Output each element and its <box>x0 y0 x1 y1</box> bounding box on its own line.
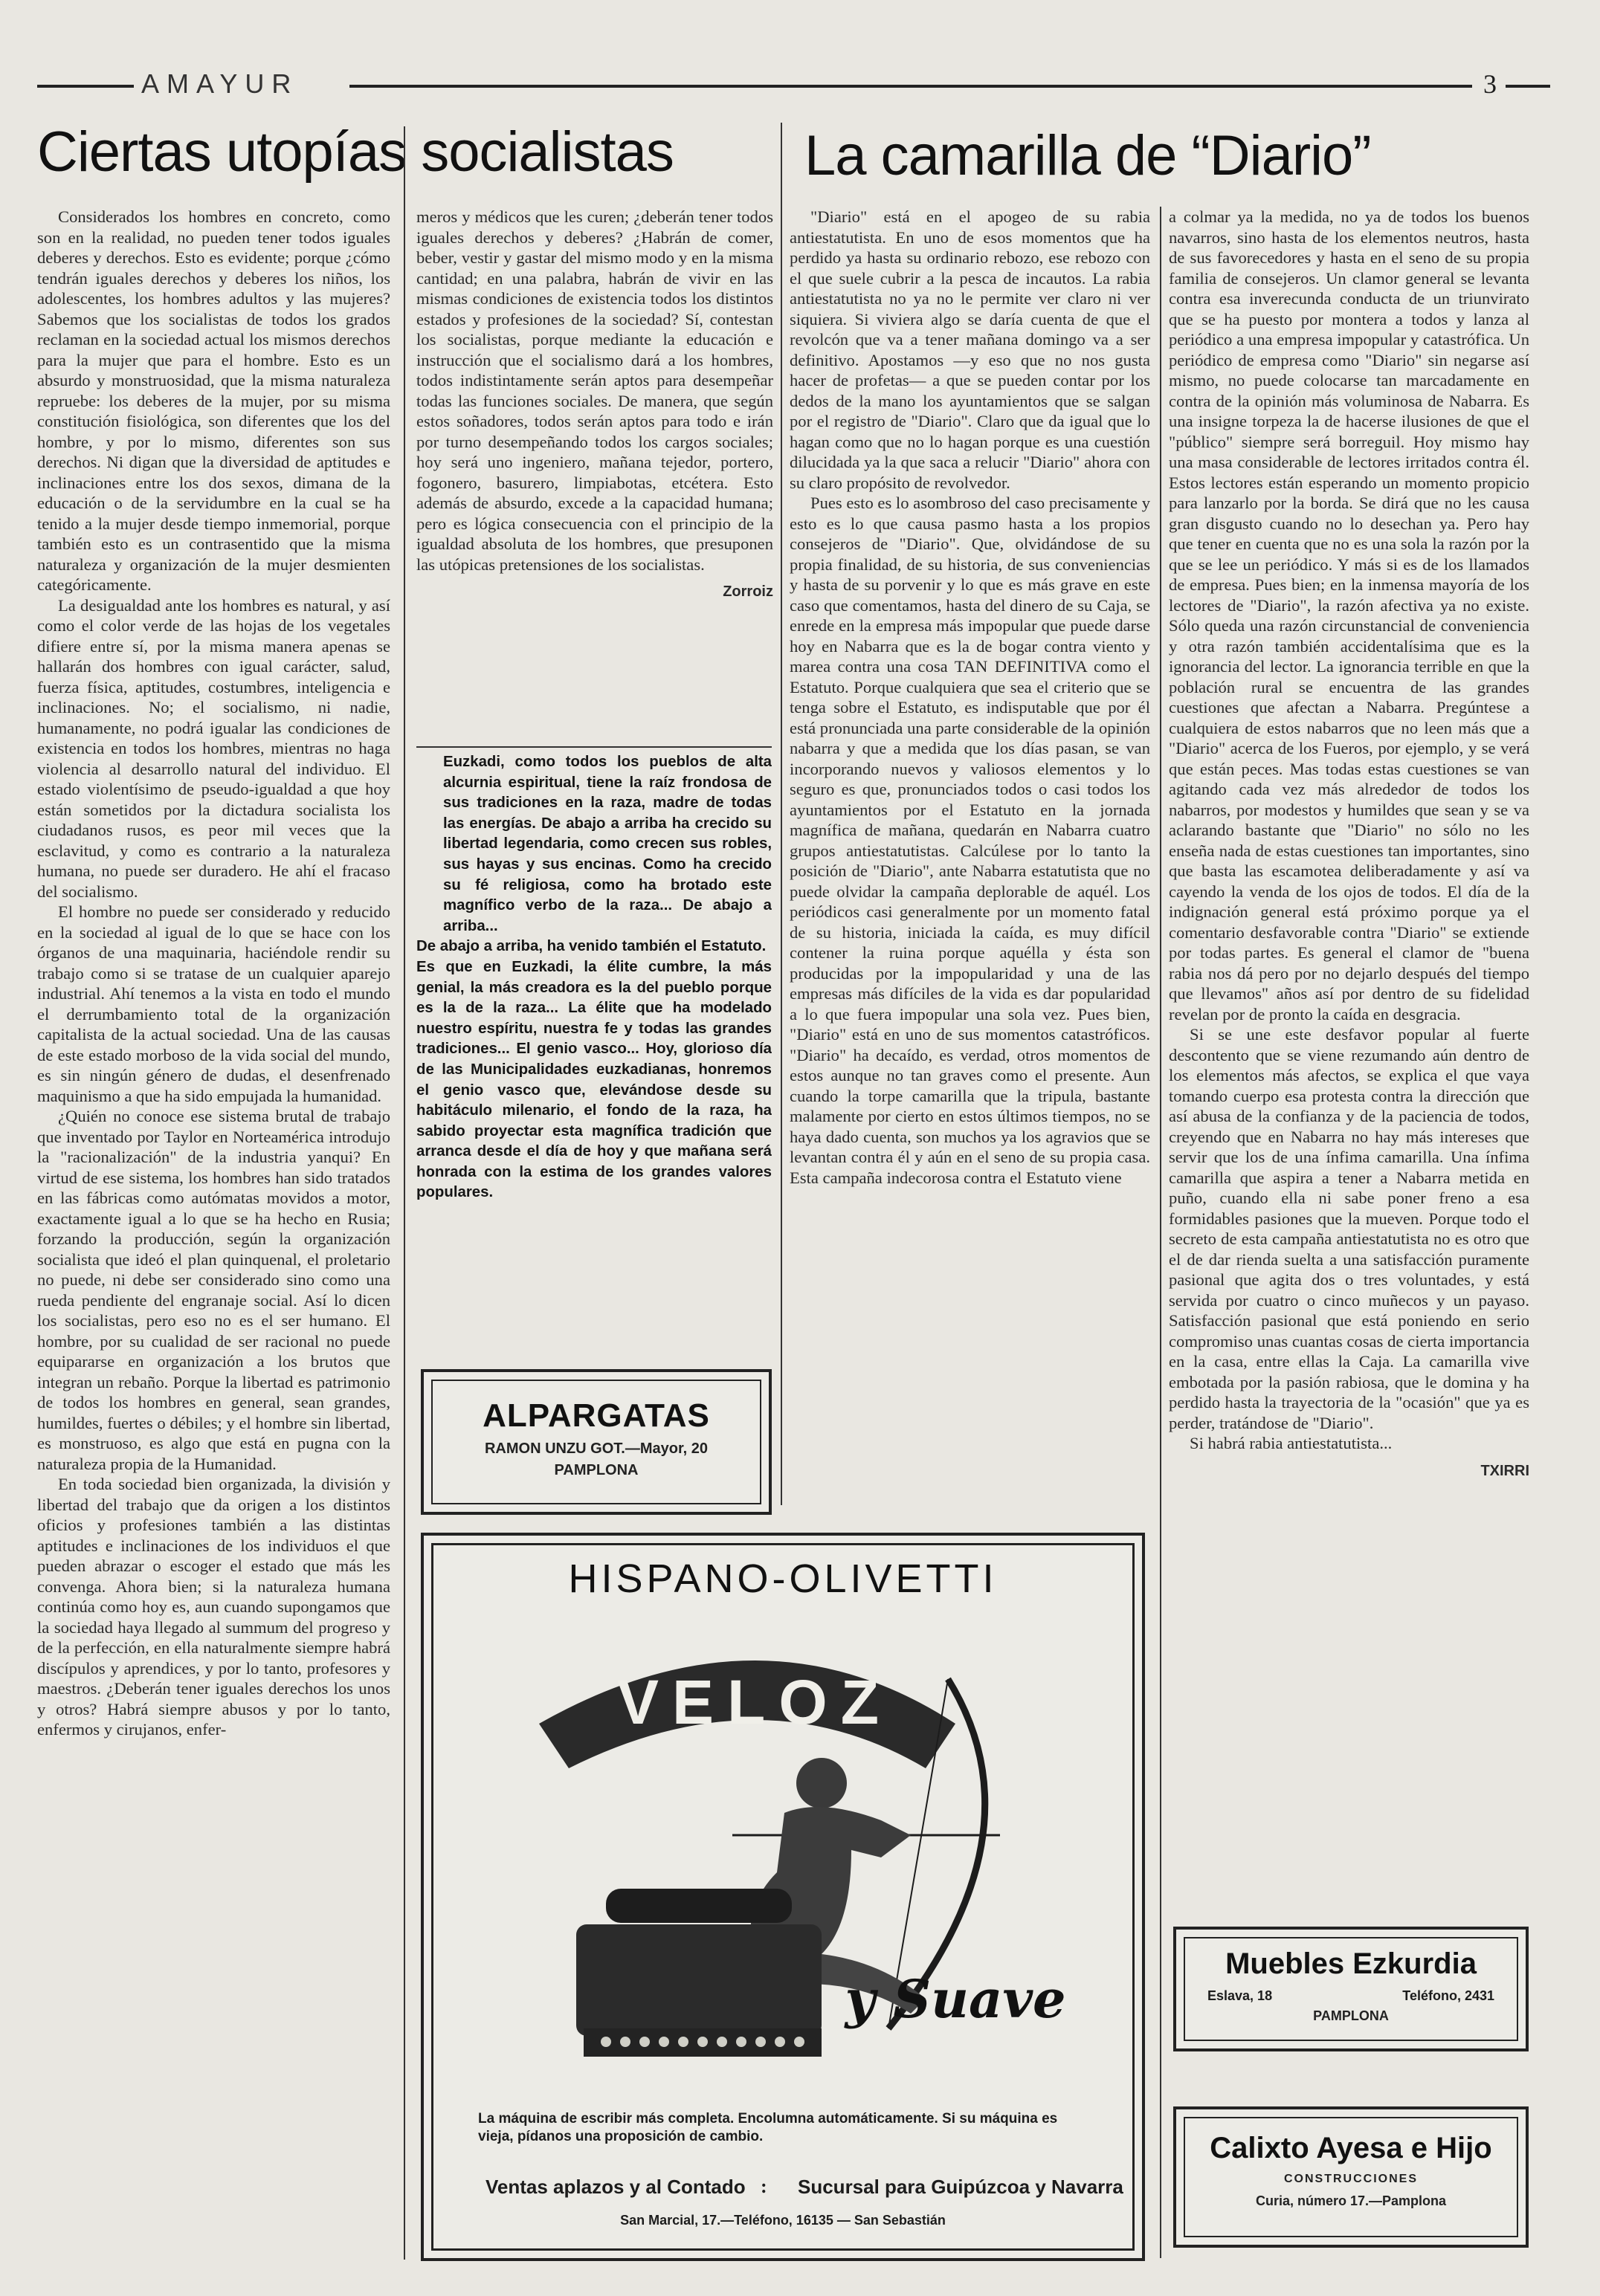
slogan-script: y Suave <box>845 1968 1066 2030</box>
masthead <box>37 68 1554 98</box>
paragraph: En toda sociedad bien organizada, la división y libertad del trabajo que da origen a los distintos oficios y profesiones también a las distintas aptitudes e inclinaciones de los individuos el que pueden abrazar o escoger el estado que más les convenga. Ahora bien; si la naturaleza humana continúa como hoy es, aun cuando supongamos que la sociedad haya llegado al summum del progreso y de la perfección, en ella naturalmente siempre habrá discípulos y aprendices, y por lo tanto, profesores y maestros. ¿Deberán tener iguales derechos los unos y otros? Habrá siempre abusos y por lo tanto, enfermos y cirujanos, enfer- <box>37 1475 390 1739</box>
ad-street: Eslava, 18 <box>1207 1988 1273 2003</box>
paragraph: Si se une este desfavor popular al fuerte descontento que se viene rezumando aún dentro de los elementos más afectos, se explica el que vaya tomando cuerpo esa protesta contra la dirección que así abusa de la confianza y de la paciencia de todos, creyendo que en Nabarra no hay más intereses que servir que los de una ínfima camarilla. Una ínfima camarilla que aspira a tener a Nabarra metida en puño, cuando ella ni sabe poner freno a esa formidables pasiones que la mueven. Porque todo el secreto de esta campaña antiestatutista no es otro que el de dar rienda suelta a una satisfacción puramente pasional que agita dos o tres voluntades, y está servida por cuatro o cinco muñecos y un payaso. Satisfacción pasional que está poniendo en serio compromiso unas cuantas cosas de cierta importancia en la casa, entre ellas la Caja. La camarilla vive embotada por la pasión rabiosa, que le domina y ha perdido hasta la trayectoria de la "ocasión" que ya es perder, tratándose de "Diario". <box>1169 1025 1529 1432</box>
paragraph: Si habrá rabia antiestatutista... <box>1190 1434 1393 1452</box>
ad-city: PAMPLONA <box>554 1462 639 1478</box>
ad-title: Calixto Ayesa e Hijo <box>1210 2132 1492 2164</box>
column-divider <box>404 126 405 2260</box>
masthead-rule <box>349 85 1472 88</box>
paragraph: La desigualdad ante los hombres es natural, y así como el color verde de las hojas de los vegetales difiere entre sí, por la misma manera apenas se hallarán dos hombres con igual carácter, salud, fuerza física, aptitudes, costumbres, inteligencia e inclinaciones. No; el socialismo, ni nadie, humanamente, no podrá igualar las condiciones de existencia en todos los hombres, mientras no haga violencia al desarrollo natural del individuo. El estado violentísimo de pseudo-igualdad a que hoy están sometidos por la dictadura socialista los ciudadanos rusos, es peor mil veces que la esclavitud, y como es contrario a la naturaleza humana, no puede ser duradero. He ahí el fracaso del socialismo. <box>37 595 390 901</box>
ad-phone: Teléfono, 2431 <box>1402 1988 1494 2003</box>
manifesto-paragraph: Euzkadi, como todos los pueblos de alta alcurnia espiritual, tiene la raíz frondosa de sus tradiciones en la raza, madre de todas las energías. De abajo a arriba ha crecido su libertad legendaria, como crecen sus robles, sus hayas y sus encinas. Como ha crecido su fé religiosa, como ha brotado este magnífico verbo de la raza... De abajo a arriba... <box>443 754 772 934</box>
author-signature: TXIRRI <box>1480 1462 1529 1479</box>
article-column-2 <box>416 207 773 742</box>
archer-head <box>796 1758 847 1808</box>
page-number: 3 <box>1483 69 1497 99</box>
paragraph: Pues esto es lo asombroso del caso precisamente y esto es lo que causa pasmo hasta a los propios consejeros de "Diario". Que, olvidándose de su propia finalidad, de su historia, de sus conveniencias y hasta de su porvenir y lo que es más grave en este caso que comentamos, hasta del dinero de su Caja, se enrede en la empresa más impopular que puede darse hoy en Nabarra que es la de bogar contra viento y marea contra una cosa TAN DEFINITIVA como el Estatuto. Porque cualquiera que sea el criterio que se tenga sobre el Estatuto, es indisputable que por él está pronunciada una parte considerable de la opinión nabarra y que a medida que los días pasan, se van incorporando nuevos y valiosos elementos y lo seguro es que, pronunciados todos o casi todos los ayuntamientos por el Estatuto en la jornada magnífica de mañana, quedarán en Nabarra cuatro grupos antiestatutistas. Calcúlese por lo tanto la posición de "Diario", ante Nabarra estatutista que no puede olvidar la campaña deplorable de aquél. Los periódicos casi generalmente por un momento fatal de su historia, iniciada la caída, es muy difícil contener la ruina porque aquélla y ésta son producidas por la impopularidad y una de las empresas más difíciles de la vida es dar popularidad a lo que fuera impopular una sola vez. Pues bien, "Diario" está en uno de sus momentos catastróficos. "Diario" ha decaído, es verdad, otros momentos de estos aunque no tan graves como el presente. Aun cuando la torpe camarilla que la tripula, bastante malamente por cierto en estos últimos tiempos, no se haya dado cuenta, son muchos ya los agravios que se levantan contra él y aún en el seno de su propia casa. Esta campaña indecorosa contra el Estatuto viene <box>790 494 1150 1187</box>
ad-frame <box>1184 1937 1518 2041</box>
ad-hispano-olivetti <box>421 1533 1145 2261</box>
article-headline-diario: La camarilla de “Diario” <box>804 124 1371 187</box>
ad-frame <box>431 1543 1135 2251</box>
article-column-4 <box>1169 207 1529 1883</box>
ad-sales-right: Sucursal para Guipúzcoa y Navarra <box>798 2176 1123 2198</box>
paragraph: "Diario" está en el apogeo de su rabia antiestatutista. En uno de esos momentos que ha perdido ya hasta su ordinario rebozo, ese rebozo con el que suele cubrir a la pesca de incautos. La rabia antiestatutista no ya no le permite ver claro ni ver siquiera. Si viviera algo se daría cuenta de que el revolcón que va a tener mañana domingo va a ser definitivo. Apostamos —y eso que no nos gusta hacer de profetas— a que se pueden contar por los dedos de la mano los ayuntamientos que se salgan por el registro de "Diario". Claro que da igual que lo hagan como que no lo hagan porque es una cuestión dilucidada ya la que saca a relucir "Diario" ahora con su claro propósito de revolvedor. <box>790 207 1150 492</box>
ad-address: Curia, número 17.—Pamplona <box>1255 2193 1447 2208</box>
ad-subtitle: CONSTRUCCIONES <box>1283 2173 1418 2185</box>
masthead-rule <box>1506 85 1550 88</box>
ad-copy: La máquina de escribir más completa. Encolumna automáticamente. Si su máquina es vieja, pídanos una proposición de cambio. <box>478 2111 1058 2144</box>
column-divider <box>1160 207 1161 2258</box>
typewriter-platen <box>606 1889 792 1923</box>
ad-muebles-ezkurdia <box>1173 1927 1529 2051</box>
banner-text: VELOZ <box>616 1667 893 1737</box>
ad-alpargatas <box>421 1369 772 1515</box>
typewriter-body <box>576 1924 822 2036</box>
paragraph: El hombre no puede ser considerado y reducido en la sociedad al igual de lo que se hace con los órganos de una maquinaria, haciéndole rendir su trabajo como si se tratase de un cualquier aparejo industrial. Ahí tenemos a la vista en todo el mundo el derrumbamiento total de la organización capitalista de la actual sociedad. Una de las causas de este estado morboso de la vida social del mundo, es sin ningún género de dudas, el desenfrenado maquinismo a que ha sido empujada la humanidad. <box>37 902 390 1105</box>
paragraph: Considerados los hombres en concreto, como son en la realidad, no pueden tener todos iguales deberes y derechos. Esto es evidente; porque ¿cómo tendrán iguales derechos y deberes los niños, los adolescentes, los hombres adultos y las mujeres? Sabemos que los socialistas de todos los grados reclaman en la sociedad actual los mismos derechos para la mujer que para el hombre. Esto es un absurdo y monstruosidad, que la misma naturaleza repruebe: los deberes de la mujer, por su misma constitución fisiológica, son diferentes que los del hombre, y por lo mismo, diferentes son sus derechos. Ni digan que la diversidad de aptitudes e inclinaciones entre los dos sexos, dimana de la educación o de la servidumbre en la cual se ha tenido a la mujer desde tiempo inmemorial, porque también esto es un contrasentido que la misma naturaleza y organización de la mujer desmienten categóricamente. <box>37 207 390 594</box>
ad-address: San Marcial, 17.—Teléfono, 16135 — San Sebastián <box>620 2213 946 2228</box>
article-column-1 <box>37 207 390 2243</box>
ad-calixto-ayesa <box>1173 2106 1529 2248</box>
ad-contact-row <box>1185 1981 1517 2004</box>
article-headline-socialist-utopias: Ciertas utopías socialistas <box>37 120 674 184</box>
paragraph: a colmar ya la medida, no ya de todos los buenos navarros, sino hasta de los elementos neutros, hasta de sus favorecedores y hasta en el seno de su propia familia de consejeros. Un clamor general se levanta contra esa inverecunda conducta de un triunvirato que se ha puesto por montera a todos y lanza al periódico a una empresa impopular y catastrófica. Un periódico de empresa como "Diario" sin negarse así mismo, no puede colocarse tan marcadamente en contra de la opinión más voluminosa de Nabarra. Es una insigne torpeza la de hacerse ilusiones de que el "público" siempre será borreguil. Hoy mismo hay una masa considerable de lectores irritados contra él. Estos lectores están esperando un momento propicio para lanzarlo por la borda. Se dirá que no les causa gran disgusto cuando no lo desechan ya. Pero hay que tener en cuenta que no es una sola la razón por la que se lee un periódico. Y más si es de los llamados de empresa. Pues bien; en la inmensa mayoría de los lectores de "Diario", la razón afectiva ya no existe. Sólo queda una razón circunstancial de conveniencia y otra razón también accidentalísima que es la ignorancia del lector. La ignorancia terrible en que la población rural se encuentra de las grandes cuestiones que afectan a Nabarra. Pregúntese a cualquiera de estos nabarros que no leen más que a "Diario" acerca de los Fueros, por ejemplo, y se verá que están peces. Mas todas estas cuestiones se van agitando cada vez más alrededor de todos los nabarros, por modestos y humildes que sean y se va aclarando bastante que "Diario" no sólo no les enseña nada de estas cuestiones tan importantes, sino que basta las escamotea deliberadamente y así va cayendo la venda de los ojos de todos. El día de la indignación general está próximo porque ya el comentario desfavorable contra "Diario" se extiende por todas partes. Es general el clamor de "buena rabia nos dá pero por no dejarlo después del tiempo que llevamos" años así por dentro de su fidelidad revelan por de pronto la caída en desgracia. <box>1169 207 1529 1024</box>
manifesto-paragraph: De abajo a arriba, ha venido también el Estatuto. <box>416 938 767 955</box>
ad-frame <box>1184 2117 1518 2237</box>
column-divider <box>781 123 782 1505</box>
article-column-3 <box>790 207 1150 1545</box>
ad-frame <box>431 1380 761 1504</box>
paragraph: ¿Quién no conoce ese sistema brutal de trabajo que inventado por Taylor en Norteamérica introdujo la "racionalización" de la industria yanqui? En virtud de ese sistema, los hombres han sido tratados en las fábricas como autómatas movidos a motor, exactamente igual a lo que se ha hecho en Rusia; forzando la producción, según la organización socialista que ideó el plan quinquenal, el proletario no puede, ni debe ser considerado sino como una rueda pendiente del engranaje social. Así lo dicen los socialistas, pero eso no es el ser humano. El hombre, por su cualidad de ser racional no puede equipararse en organización a los brutos que integran un rebaño. Porque la libertad es patrimonio de todos los hombres en general, sean grandes, humildes, fuertes o débiles; y el hombre sin libertad, es monstruoso, es algo que está en pugna con la naturaleza propia de la Humanidad. <box>37 1107 390 1473</box>
ad-brand: HISPANO-OLIVETTI <box>568 1556 998 1601</box>
ad-title: Muebles Ezkurdia <box>1225 1947 1477 1980</box>
ad-city: PAMPLONA <box>1313 2008 1389 2023</box>
euzkadi-manifesto <box>416 752 772 1347</box>
paragraph: meros y médicos que les curen; ¿deberán tener todos iguales derechos y deberes? ¿Habrán de comer, beber, vestir y gastar del mismo modo y en la misma cantidad; en una palabra, habrán de vivir en las mismas condiciones de existencia todos los distintos estados y profesiones de la sociedad? Sí, contestan los socialistas, porque mediante la educación e instrucción que el socialismo dará a los hombres, todos indistintamente serán aptos para desempeñar todas las funciones sociales. De manera, que según estos soñadores, todos serán aptos para todo e irán por turno desempeñando todos los cargos sociales; hoy será uno ingeniero, mañana tejedor, portero, fogonero, basurero, limpiabotas, etcétera. Esto además de absurdo, excede a la capacidad humana; pero es lógica consecuencia con el principio de la igualdad absoluta de los hombres, que presuponen las utópicas pretensiones de los socialistas. <box>416 207 773 574</box>
masthead-rule <box>37 85 134 88</box>
masthead-title: AMAYUR <box>141 68 299 99</box>
ad-address: RAMON UNZU GOT.—Mayor, 20 <box>484 1440 709 1457</box>
column-divider <box>416 746 772 748</box>
archer-typewriter-illustration <box>435 1612 1135 2088</box>
manifesto-paragraph: Es que en Euzkadi, la élite cumbre, la más genial, la más creadora es la del pueblo porque es la de la raza... La élite que ha modelado nuestro espíritu, nuestra fe y todas las grandes tradiciones... El genio vasco... Hoy, glorioso día de las Municipalidades euzkadianas, honremos el genio vasco que, elevándose desde su habitáculo milenario, el fondo de la raza, ha sabido proyectar esta magnífica tradición que arranca desde el día de hoy y que mañana será honrada con la estima de los grandes valores populares. <box>416 958 772 1201</box>
author-signature: Zorroiz <box>723 583 773 600</box>
ad-title: ALPARGATAS <box>483 1397 710 1434</box>
ad-separator: : <box>761 2176 767 2197</box>
ad-sales-left: Ventas aplazos y al Contado <box>486 2176 746 2198</box>
